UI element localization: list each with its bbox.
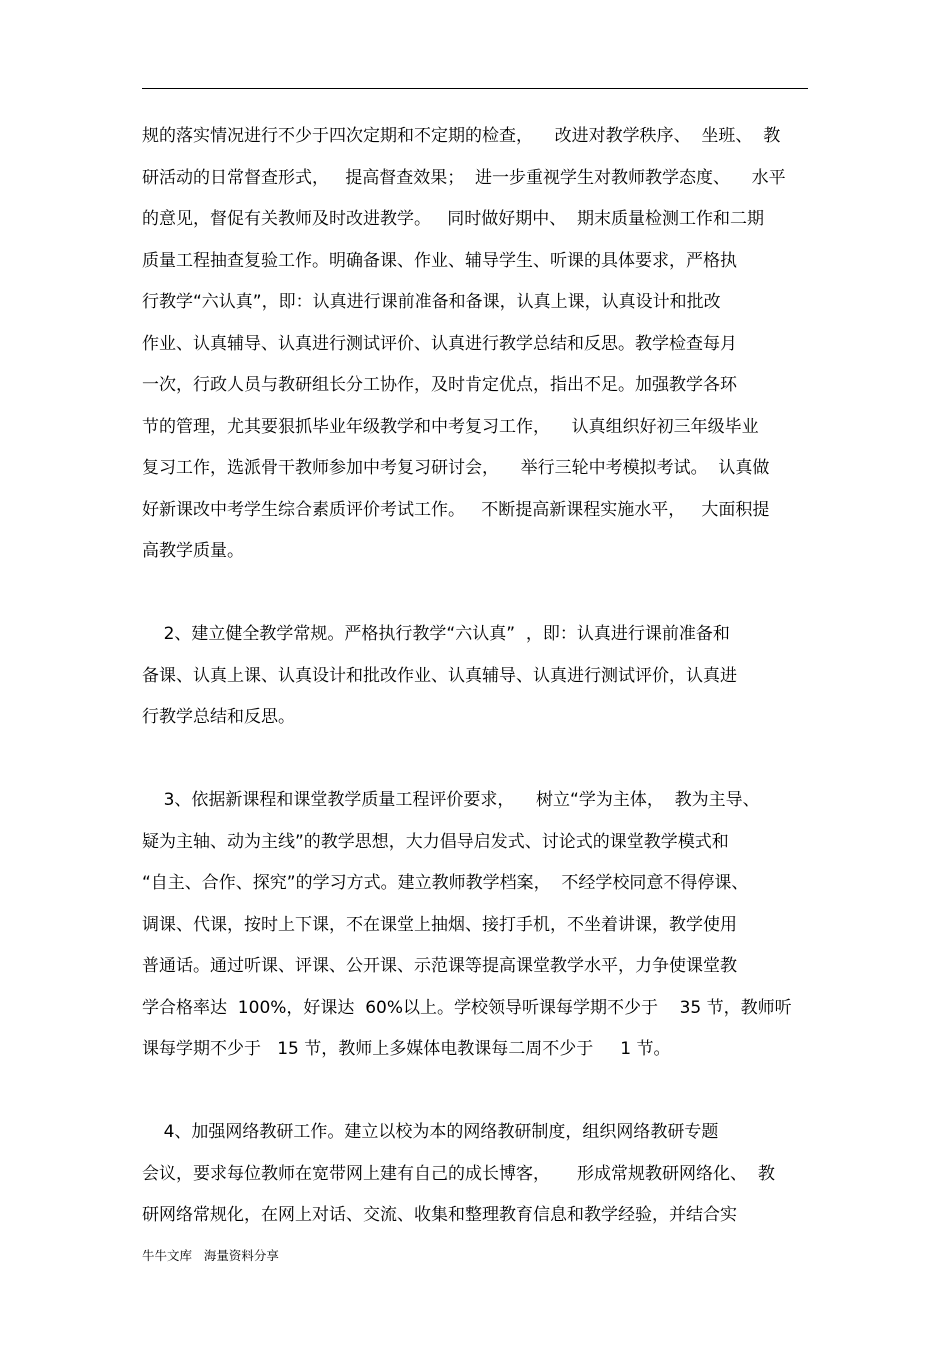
text-line: 研网络常规化，在网上对话、交流、收集和整理教育信息和教学经验，并结合实 — [142, 1205, 737, 1225]
text-line: 4、加强网络教研工作。建立以校为本的网络教研制度，组织网络教研专题 — [142, 1122, 719, 1142]
text-line: 研活动的日常督查形式， 提高督查效果； 进一步重视学生对教师教学态度、 水平 — [142, 168, 786, 188]
text-line: 复习工作，选派骨干教师参加中考复习研讨会， 举行三轮中考模拟考试。 认真做 — [142, 458, 770, 478]
text-line: 2、建立健全教学常规。严格执行教学“六认真” ，即：认真进行课前准备和 — [142, 624, 730, 644]
text-line: 好新课改中考学生综合素质评价考试工作。 不断提高新课程实施水平， 大面积提 — [142, 500, 770, 520]
text-line: 会议，要求每位教师在宽带网上建有自己的成长博客， 形成常规教研网络化、 教 — [142, 1164, 775, 1184]
text-line: 规的落实情况进行不少于四次定期和不定期的检查， 改进对教学秩序、 坐班、 教 — [142, 126, 781, 146]
text-line: 的意见，督促有关教师及时改进教学。 同时做好期中、 期末质量检测工作和二期 — [142, 209, 765, 229]
text-line: 作业、认真辅导、认真进行测试评价、认真进行教学总结和反思。教学检查每月 — [142, 334, 737, 354]
text-line: 高教学质量。 — [142, 541, 244, 561]
text-line: 调课、代课，按时上下课，不在课堂上抽烟、接打手机，不坐着讲课，教学使用 — [142, 915, 737, 935]
text-line: 行教学总结和反思。 — [142, 707, 295, 727]
text-line: 疑为主轴、动为主线”的教学思想，大力倡导启发式、讨论式的课堂教学模式和 — [142, 832, 729, 852]
text-line: 行教学“六认真”，即：认真进行课前准备和备课，认真上课，认真设计和批改 — [142, 292, 721, 312]
text-line: 质量工程抽查复验工作。明确备课、作业、辅导学生、听课的具体要求，严格执 — [142, 251, 737, 271]
text-line: 学合格率达 100%，好课达 60%以上。学校领导听课每学期不少于 35 节，教师听 — [142, 998, 792, 1018]
text-line: 一次，行政人员与教研组长分工协作，及时肯定优点，指出不足。加强教学各环 — [142, 375, 737, 395]
text-line: 3、依据新课程和课堂教学质量工程评价要求， 树立“学为主体， 教为主导、 — [142, 790, 760, 810]
text-line: 节的管理，尤其要狠抓毕业年级教学和中考复习工作， 认真组织好初三年级毕业 — [142, 417, 759, 437]
text-line: 课每学期不少于 15 节，教师上多媒体电教课每二周不少于 1 节。 — [142, 1039, 671, 1059]
header-rule — [142, 88, 808, 89]
text-line: “自主、合作、探究”的学习方式。建立教师教学档案， 不经学校同意不得停课、 — [142, 873, 749, 893]
text-line: 备课、认真上课、认真设计和批改作业、认真辅导、认真进行测试评价，认真进 — [142, 666, 737, 686]
footer-text: 牛牛文库 海量资料分享 — [142, 1248, 279, 1263]
text-line: 普通话。通过听课、评课、公开课、示范课等提高课堂教学水平，力争使课堂教 — [142, 956, 737, 976]
